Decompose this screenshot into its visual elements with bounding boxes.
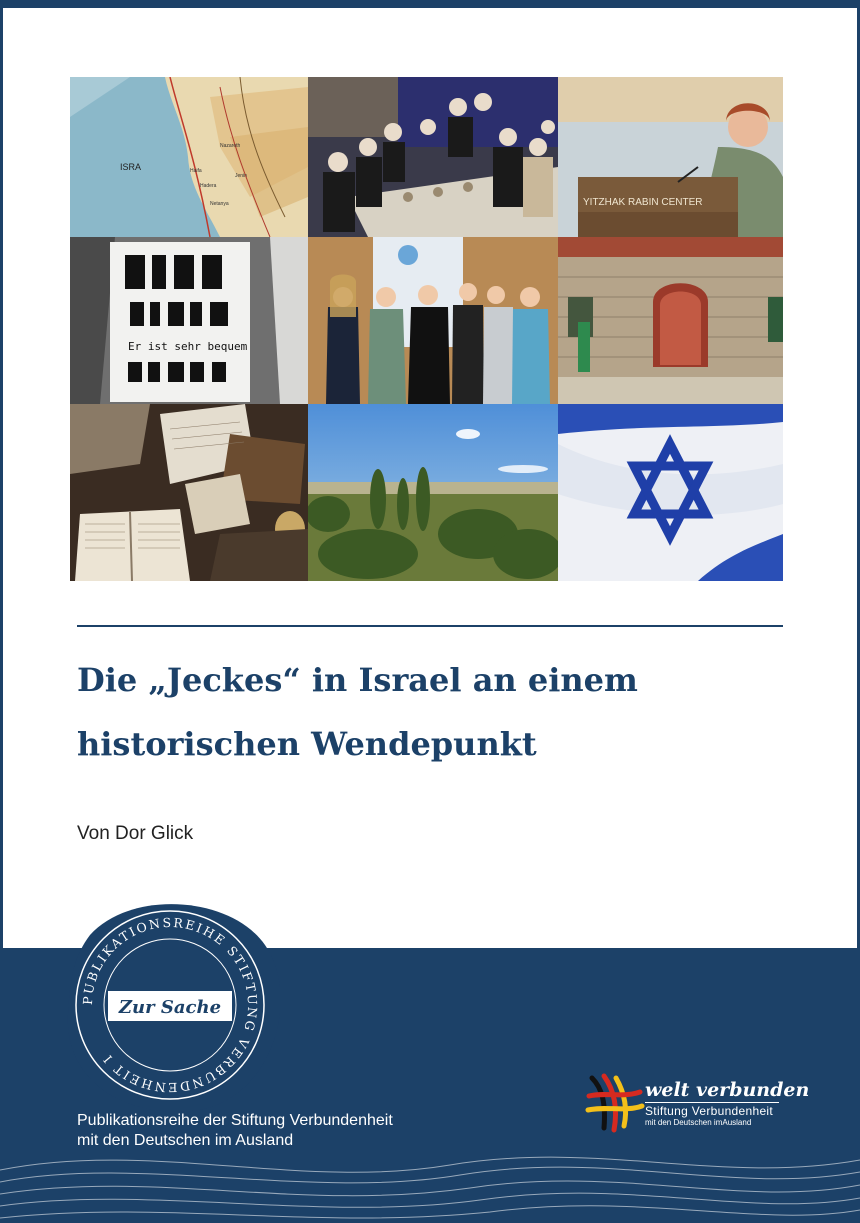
photo-collage bbox=[70, 77, 783, 581]
svg-text:Hadera: Hadera bbox=[200, 183, 217, 189]
title-line-1: Die „Jeckes“ in Israel an einem bbox=[77, 661, 638, 699]
document-title bbox=[77, 648, 777, 776]
photo-speaker bbox=[558, 77, 783, 237]
rabin-center-sign: YITZHAK RABIN CENTER bbox=[583, 197, 703, 208]
author-byline: Von Dor Glick bbox=[77, 823, 194, 844]
svg-text:Haifa: Haifa bbox=[190, 168, 202, 174]
photo-map bbox=[70, 77, 308, 237]
logo-brand: welt verbunden bbox=[645, 1079, 810, 1101]
seal-ring-text: PUBLIKATIONSREIHE STIFTUNG VERBUNDENHEIT I bbox=[79, 914, 261, 1096]
title-line-2: historischen Wendepunkt bbox=[77, 725, 537, 763]
photo-hebrew-poster bbox=[70, 237, 308, 404]
photo-stone-building bbox=[558, 237, 783, 404]
svg-text:Nazareth: Nazareth bbox=[220, 143, 241, 149]
series-line-2: mit den Deutschen im Ausland bbox=[77, 1132, 294, 1149]
logo-org: Stiftung Verbundenheit bbox=[645, 1104, 774, 1118]
poster-german-text: Er ist sehr bequem bbox=[128, 340, 248, 353]
svg-text:Netanya: Netanya bbox=[210, 201, 229, 207]
series-caption bbox=[77, 1111, 497, 1151]
svg-text:ISRA: ISRA bbox=[120, 162, 142, 172]
photo-group-dinner bbox=[308, 77, 558, 237]
photo-landscape bbox=[308, 404, 558, 581]
photo-team bbox=[308, 237, 558, 404]
logo-text bbox=[645, 1079, 809, 1128]
photo-israel-flag bbox=[558, 404, 783, 581]
seal-center-label: Zur Sache bbox=[118, 997, 222, 1018]
logo-divider bbox=[645, 1102, 779, 1103]
top-border bbox=[0, 0, 860, 8]
logo-sub: mit den Deutschen imAusland bbox=[645, 1118, 752, 1127]
series-line-1: Publikationsreihe der Stiftung Verbundenheit bbox=[77, 1112, 393, 1129]
photo-old-books bbox=[70, 404, 308, 581]
zur-sache-seal bbox=[60, 895, 280, 1115]
title-divider bbox=[77, 625, 783, 627]
svg-text:Jenin: Jenin bbox=[235, 173, 247, 179]
